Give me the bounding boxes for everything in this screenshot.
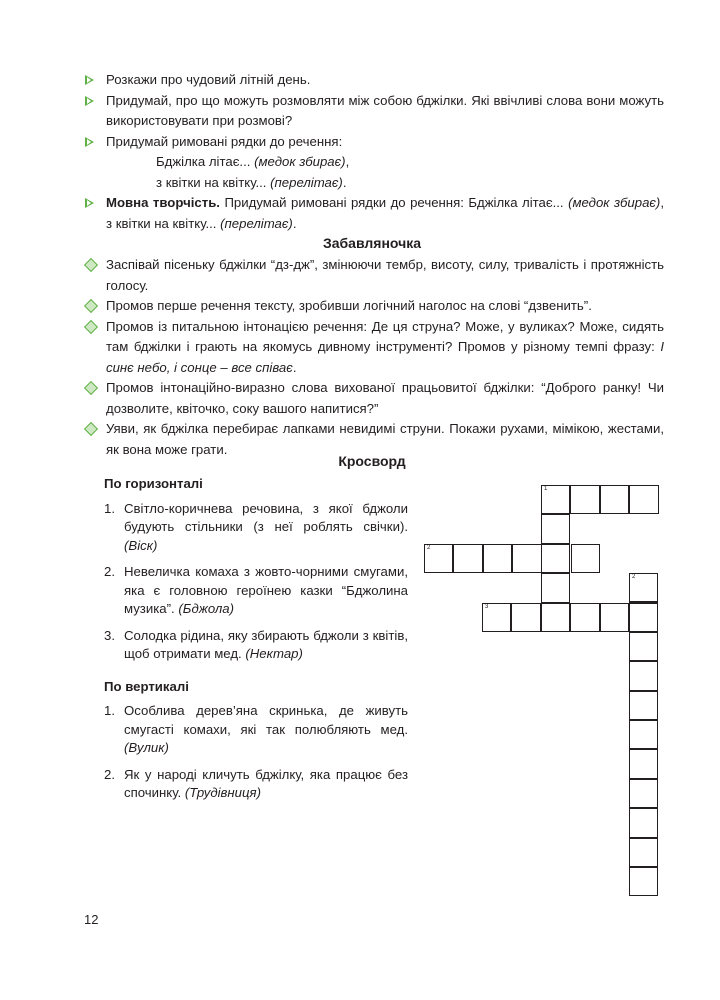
crossword-cell[interactable] xyxy=(629,573,658,602)
text-segment: Промов інтонаційно-виразно слова вихованої працьовитої бджілки: “Доброго ранку! Чи дозволите, квіточко, соку вашого напитися?” xyxy=(106,380,664,416)
text-segment: (медок збирає) xyxy=(254,154,346,169)
crossword-cell[interactable] xyxy=(629,691,658,720)
text-segment: Промов із питальною інтонацією речення: Де ця струна? Може, у вуликах? Може, сидять там бджілки і грають на якомусь дивному інструменті? Промов у різному темпі фразу: xyxy=(106,318,664,354)
zabavlyanochka-item xyxy=(84,255,664,296)
diamond-bullet-icon xyxy=(84,381,98,395)
crossword-cell[interactable] xyxy=(629,808,658,837)
text-segment: Придумай, про що можуть розмовляти між собою бджілки. Які ввічливі слова вони можуть використовувати при розмові? xyxy=(106,92,664,128)
clue-number: 3. xyxy=(104,627,115,643)
diamond-bullet-icon xyxy=(84,299,98,313)
clue-answer: (Бджола) xyxy=(178,601,235,616)
diamond-bullet-icon xyxy=(84,319,98,333)
crossword-cell[interactable] xyxy=(541,603,570,632)
crossword-cell[interactable] xyxy=(511,603,540,632)
clue-item xyxy=(104,766,408,803)
diamond-bullet-icon xyxy=(84,422,98,436)
vertical-heading: По вертикалі xyxy=(104,678,189,694)
clue-item xyxy=(104,627,408,664)
text-segment: (перелітає) xyxy=(220,215,293,231)
rhyme-line xyxy=(106,173,664,194)
task-item xyxy=(84,91,664,132)
clue-answer: (Віск) xyxy=(124,537,158,553)
crossword-cell[interactable] xyxy=(483,544,512,573)
section-title-zabavlyanochka: Забавляночка xyxy=(322,235,422,251)
text-segment: Придумай римовані рядки до речення: Бджілка літає... xyxy=(219,195,569,210)
crossword-cell[interactable] xyxy=(629,720,658,749)
text-segment: . xyxy=(292,359,297,375)
task-item xyxy=(84,70,664,91)
crossword-cell[interactable] xyxy=(541,514,570,543)
task-list xyxy=(84,70,664,234)
text-segment: І синє небо, і сонце – все співає xyxy=(106,339,664,375)
text-segment: Уяви, як бджілка перебирає лапками невидимі струни. Покажи рухами, мімікою, жестами, як вона може грати. xyxy=(106,421,664,457)
clue-item xyxy=(104,702,408,758)
clue-answer: (Нектар) xyxy=(245,646,303,661)
text-segment: Мовна творчість. xyxy=(106,195,220,210)
triangle-bullet-icon xyxy=(85,75,94,85)
crossword-cell[interactable] xyxy=(629,485,658,514)
clue-text: Невеличка комаха з жовто-чорними смугами, яка є головною героїнею казки “Бджолина музика”. (Бджола) xyxy=(124,564,408,616)
crossword-cell[interactable] xyxy=(541,544,570,573)
text-segment: Промов перше речення тексту, зробивши логічний наголос на слові “дзвенить”. xyxy=(106,298,592,313)
crossword-cell[interactable] xyxy=(629,838,658,867)
clue-item xyxy=(104,500,408,556)
crossword-cell[interactable] xyxy=(424,544,453,573)
crossword-cell[interactable] xyxy=(629,867,658,896)
clue-item xyxy=(104,563,408,619)
triangle-bullet-icon xyxy=(85,198,94,208)
crossword-cell[interactable] xyxy=(541,485,570,514)
crossword-cell[interactable] xyxy=(629,661,658,690)
clue-text: Світло-коричнева речовина, з якої бджоли будують стільники (з неї роблять свічки). (Віск) xyxy=(124,500,408,553)
text-segment: (медок збирає) xyxy=(568,195,661,210)
cell-number: 1 xyxy=(544,486,548,492)
triangle-bullet-icon xyxy=(85,137,94,147)
crossword-cell[interactable] xyxy=(629,779,658,808)
crossword-cell[interactable] xyxy=(571,544,600,573)
clue-number: 1. xyxy=(104,703,115,718)
triangle-bullet-icon xyxy=(85,96,94,106)
clue-answer: (Вулик) xyxy=(124,740,169,755)
text-segment: . xyxy=(342,174,347,190)
crossword-cell[interactable] xyxy=(541,603,570,632)
clue-number: 2. xyxy=(104,766,115,782)
text-segment: Придумай римовані рядки до речення: xyxy=(106,133,343,149)
text-segment: , з квітки на квітку... xyxy=(106,195,664,231)
text-segment: (перелітає) xyxy=(270,174,343,190)
zabavlyanochka-item xyxy=(84,378,664,419)
crossword-cell[interactable] xyxy=(541,573,570,602)
section-title-crossword: Кросворд xyxy=(338,453,406,469)
page-number: 12 xyxy=(84,912,99,927)
horizontal-heading: По горизонталі xyxy=(104,476,203,491)
text-segment: Бджілка літає... xyxy=(156,154,255,169)
text-segment: з квітки на квітку... xyxy=(156,174,271,190)
crossword-cell[interactable] xyxy=(600,485,629,514)
text-segment: Розкажи про чудовий літній день. xyxy=(106,72,311,87)
zabavlyanochka-item xyxy=(84,317,664,379)
crossword-cell[interactable] xyxy=(570,603,599,632)
crossword-clues xyxy=(104,475,408,811)
zabavlyanochka-item xyxy=(84,296,664,317)
clue-number: 1. xyxy=(104,500,115,516)
text-segment: . xyxy=(292,215,297,231)
cell-number: 2 xyxy=(427,545,431,551)
task-item xyxy=(84,193,664,234)
text-segment: , xyxy=(345,154,350,169)
crossword-cell[interactable] xyxy=(512,544,541,573)
cell-number: 2 xyxy=(632,574,636,580)
clue-text: Особлива дерев’яна скринька, де живуть смугасті комахи, які так полюбляють мед. (Вулик) xyxy=(124,703,408,755)
text-segment: Заспівай пісеньку бджілки “дз-дж”, змінюючи тембр, висоту, силу, тривалість і протяжність голосу. xyxy=(106,257,664,293)
crossword-cell[interactable] xyxy=(629,602,658,631)
clue-text: Як у народі кличуть бджілку, яка працює без спочинку. (Трудівниця) xyxy=(124,766,408,800)
crossword-cell[interactable] xyxy=(453,544,482,573)
cell-number: 3 xyxy=(485,604,489,610)
crossword-cell[interactable] xyxy=(629,603,658,632)
crossword-cell[interactable] xyxy=(629,632,658,661)
diamond-bullet-icon xyxy=(84,258,98,272)
clue-answer: (Трудівниця) xyxy=(184,785,261,800)
crossword-cell[interactable] xyxy=(570,485,599,514)
crossword-cell[interactable] xyxy=(600,603,629,632)
crossword-cell[interactable] xyxy=(482,603,511,632)
crossword-cell[interactable] xyxy=(629,749,658,778)
task-item xyxy=(84,132,664,194)
zabavlyanochka-list xyxy=(84,255,664,460)
clue-text: Солодка рідина, яку збирають бджоли з квітів, щоб отримати мед. (Нектар) xyxy=(124,627,408,661)
rhyme-line xyxy=(106,152,664,173)
clue-number: 2. xyxy=(104,564,115,579)
